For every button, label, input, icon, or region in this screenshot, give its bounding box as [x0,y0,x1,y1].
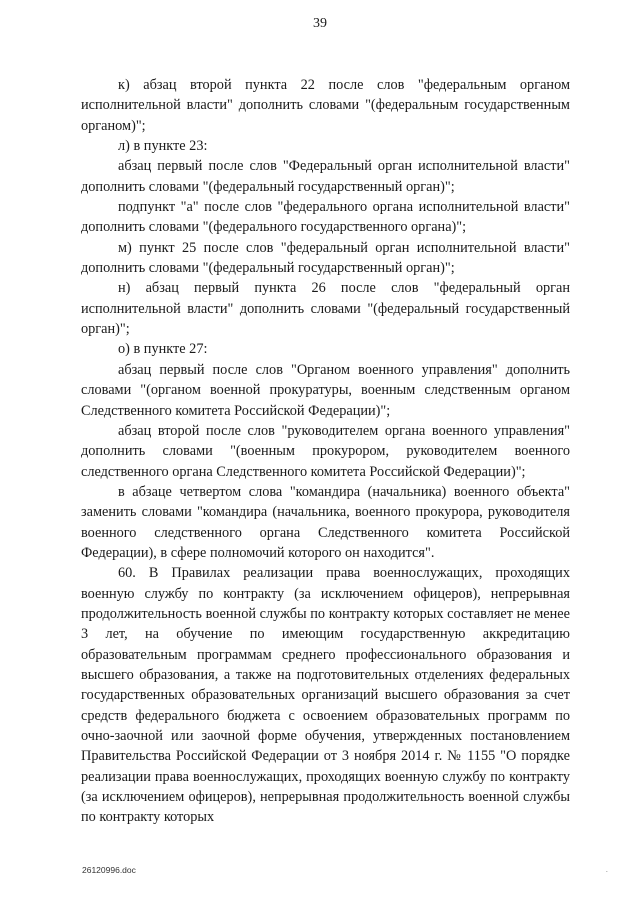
paragraph-o: о) в пункте 27: [118,341,208,358]
paragraph-l-1: абзац первый после слов "Федеральный орган исполнительной власти" дополнить словами "(федеральный государственный орган)"; [81,158,570,195]
paragraph-o-2: абзац второй после слов "руководителем органа военного управления" дополнить словами "(военным прокурором, руководителем военного следственного органа Следственного комитета Российской Федерации)"; [81,422,570,480]
page-number: 39 [313,16,327,31]
corner-mark: . [606,866,608,874]
paragraph-60: 60. В Правилах реализации права военнослужащих, проходящих военную службу по контракту (за исключением офицеров), непрерывная продолжительность военной службы по контракту которых составляет не менее 3 лет, на обучение по имеющим государственную аккредитацию образовательным программам среднего профессионального образования и высшего образования, а также на подготовительных отделениях федеральных государственных образовательных организаций высшего образования за счет средств федерального бюджета с освоением образовательных программ по очно-заочной или заочной форме обучения, утвержденных постановлением Правительства Российской Федерации от 3 ноября 2014 г. № 1155 "О порядке реализации права военнослужащих, проходящих военную службу по контракту (за исключением офицеров), непрерывная продолжительность военной службы по контракту которых [81,565,570,826]
paragraph-l-2: подпункт "а" после слов "федерального органа исполнительной власти" дополнить словами "(федерального государственного органа)"; [81,199,570,236]
footer-filename: 26120996.doc [82,865,136,875]
paragraph-n: н) абзац первый пункта 26 после слов "федеральный орган исполнительной власти" дополнить словами "(федеральный государственный орган)"; [81,280,570,338]
paragraph-o-1: абзац первый после слов "Органом военного управления" дополнить словами "(органом военной прокуратуры, военным следственным органом Следственного комитета Российской Федерации)"; [81,361,570,419]
document-body [81,75,570,828]
paragraph-k: к) абзац второй пункта 22 после слов "федеральным органом исполнительной власти" дополнить словами "(федеральным государственным органом)"; [81,77,570,134]
paragraph-o-3: в абзаце четвертом слова "командира (начальника) военного объекта" заменить словами "командира (начальника, военного прокурора, руководителя военного следственного органа Следственного комитета Российской Федерации), в сфере полномочий которого он находится". [81,483,570,561]
paragraph-l: л) в пункте 23: [118,138,208,155]
paragraph-m: м) пункт 25 после слов "федеральный орган исполнительной власти" дополнить словами "(федеральный государственный орган)"; [81,239,570,277]
